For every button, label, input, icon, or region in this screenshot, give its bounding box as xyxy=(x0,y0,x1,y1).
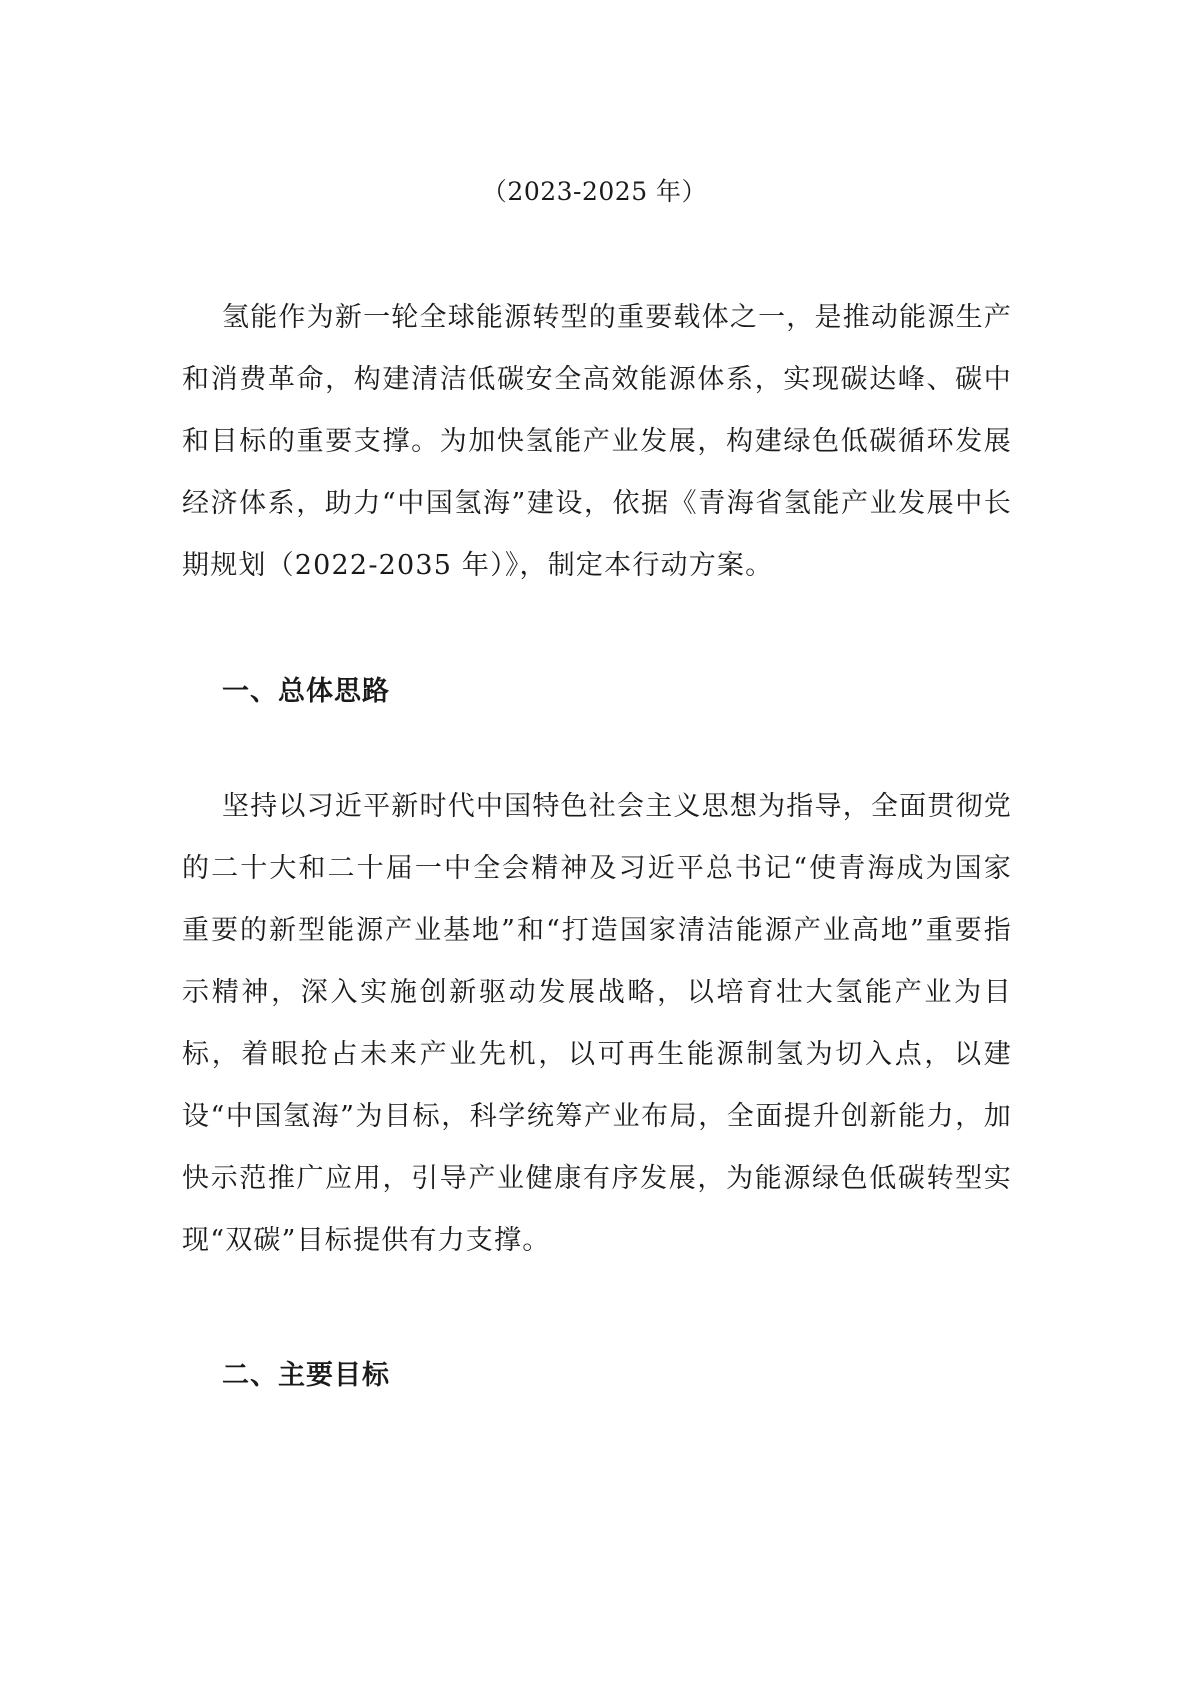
document-subtitle: （2023-2025 年） xyxy=(481,177,708,206)
section-heading-overall-approach: 一、总体思路 xyxy=(222,676,390,707)
section-heading-main-goals: 二、主要目标 xyxy=(222,1360,390,1391)
overall-approach-paragraph: 坚持以习近平新时代中国特色社会主义思想为指导，全面贯彻党的二十大和二十届一中全会精神及习近平总书记“使青海成为国家重要的新型能源产业基地”和“打造国家清洁能源产业高地”重要指示精神，深入实施创新驱动发展战略，以培育壮大氢能产业为目标，着眼抢占未来产业先机，以可再生能源制氢为切入点，以建设“中国氢海”为目标，科学统筹产业布局，全面提升创新能力，加快示范推广应用，引导产业健康有序发展，为能源绿色低碳转型实现“双碳”目标提供有力支撑。 xyxy=(182,791,1012,1256)
intro-paragraph: 氢能作为新一轮全球能源转型的重要载体之一，是推动能源生产和消费革命，构建清洁低碳安全高效能源体系，实现碳达峰、碳中和目标的重要支撑。为加快氢能产业发展，构建绿色低碳循环发展经济体系，助力“中国氢海”建设，依据《青海省氢能产业发展中长期规划（2022-2035 年）》，制定本行动方案。 xyxy=(182,302,1012,581)
